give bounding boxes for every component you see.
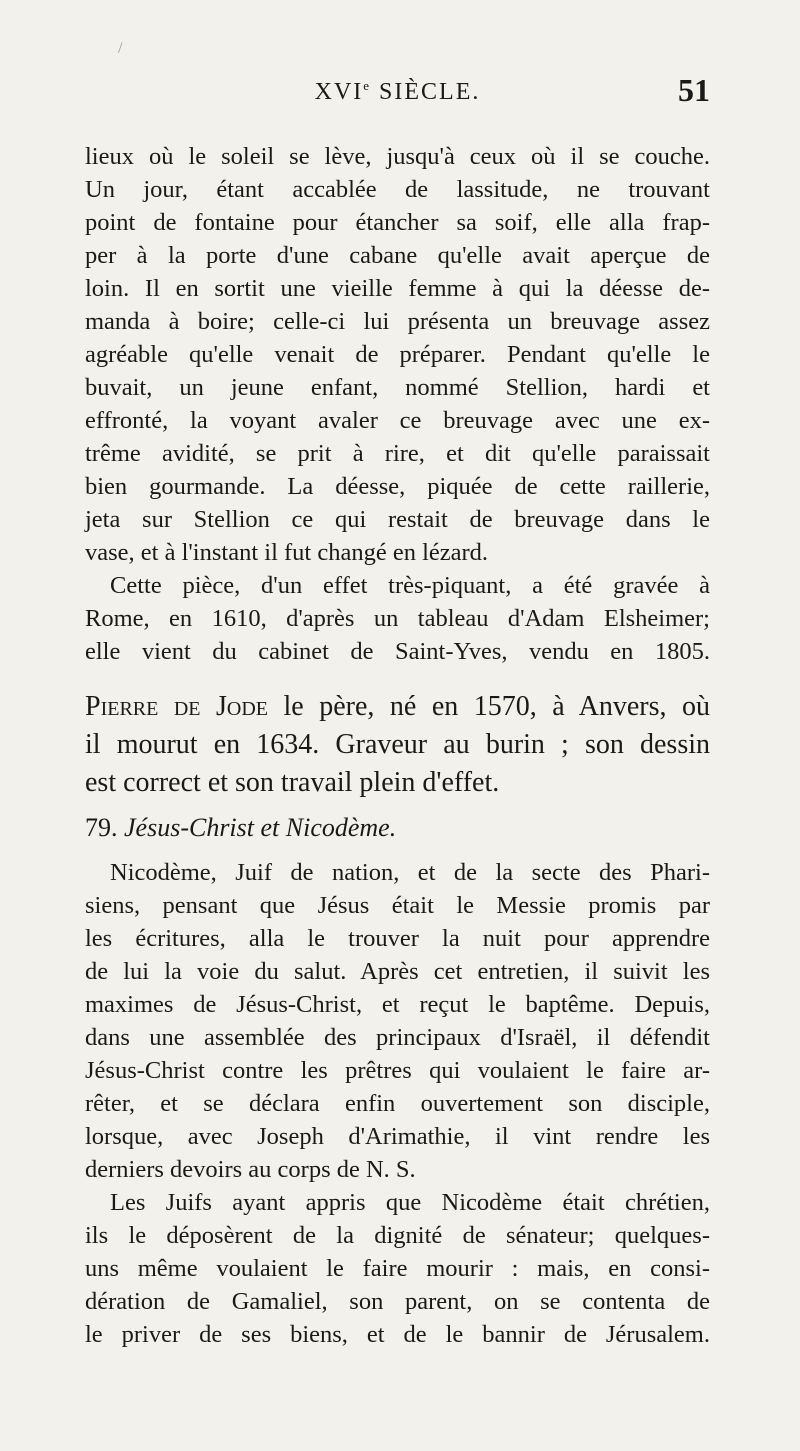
text-line: Rome, en 1610, d'après un tableau d'Adam Elsheimer; [85, 605, 710, 632]
text-line: bien gourmande. La déesse, piquée de cette raillerie, [85, 473, 710, 500]
artist-bio: le père, né en 1570, à Anvers, où [283, 691, 710, 722]
title-word: SIÈCLE. [379, 79, 481, 105]
paragraph-stellion [85, 140, 710, 569]
text-line: Jésus-Christ contre les prêtres qui voulaient le faire ar- [85, 1057, 710, 1084]
running-head [85, 72, 710, 118]
text-line: derniers devoirs au corps de N. S. [85, 1156, 416, 1183]
text-line: vase, et à l'instant il fut changé en lézard. [85, 539, 489, 566]
text-line: manda à boire; celle-ci lui présenta un breuvage assez [85, 308, 710, 335]
artist-entry [85, 688, 710, 802]
text-line: rêter, et se déclara enfin ouvertement son disciple, [85, 1090, 710, 1117]
artist-name: Pierre de Jode [85, 691, 269, 722]
text-line: les écritures, alla le trouver la nuit pour apprendre [85, 925, 710, 952]
text-line: ils le déposèrent de la dignité de sénateur; quelques- [85, 1222, 710, 1249]
text-line: agréable qu'elle venait de préparer. Pendant qu'elle le [85, 341, 710, 368]
paragraph-nicodemus [85, 856, 710, 1186]
text-line: lieux où le soleil se lève, jusqu'à ceux où il se couche. [85, 143, 710, 170]
page-number: 51 [678, 72, 710, 108]
paragraph-banishment [85, 1186, 710, 1351]
artist-line [85, 688, 710, 726]
body-text [85, 140, 710, 1351]
text-line: dération de Gamaliel, son parent, on se contenta de [85, 1288, 710, 1315]
artist-line: est correct et son travail plein d'effet. [85, 767, 500, 798]
paragraph-provenance [85, 569, 710, 668]
text-line: Nicodème, Juif de nation, et de la secte des Phari- [110, 859, 710, 886]
text-line: per à la porte d'une cabane qu'elle avait aperçue de [85, 242, 710, 269]
artist-line: il mourut en 1634. Graveur au burin ; son dessin [85, 729, 710, 760]
print-title [85, 808, 710, 848]
text-line: dans une assemblée des principaux d'Israël, il défendit [85, 1024, 710, 1051]
running-title [85, 78, 710, 106]
century: XVI [314, 79, 364, 105]
text-line: lorsque, avec Joseph d'Arimathie, il vint rendre les [85, 1123, 710, 1150]
text-line: point de fontaine pour étancher sa soif, elle alla frap- [85, 209, 710, 236]
print-title-text: Jésus-Christ et Nicodème. [124, 813, 397, 842]
text-line: siens, pensant que Jésus était le Messie promis par [85, 892, 710, 919]
text-line: buvait, un jeune enfant, nommé Stellion, hardi et [85, 374, 710, 401]
text-line: Les Juifs ayant appris que Nicodème était chrétien, [110, 1189, 710, 1216]
text-line: jeta sur Stellion ce qui restait de breuvage dans le [85, 506, 710, 533]
century-superscript: e [363, 78, 372, 93]
text-line: uns même voulaient le faire mourir : mais, en consi- [85, 1255, 710, 1282]
stray-mark: / [118, 40, 123, 57]
text-line: de lui la voie du salut. Après cet entretien, il suivit les [85, 958, 710, 985]
text-line: maximes de Jésus-Christ, et reçut le baptême. Depuis, [85, 991, 710, 1018]
text-line: trême avidité, se prit à rire, et dit qu'elle paraissait [85, 440, 710, 467]
text-line: Cette pièce, d'un effet très-piquant, a été gravée à [110, 572, 710, 599]
text-line: le priver de ses biens, et de le bannir de Jérusalem. [85, 1321, 710, 1348]
text-line: Un jour, étant accablée de lassitude, ne trouvant [85, 176, 710, 203]
text-line: loin. Il en sortit une vieille femme à qui la déesse de- [85, 275, 710, 302]
print-number: 79. [85, 813, 118, 842]
text-line: effronté, la voyant avaler ce breuvage avec une ex- [85, 407, 710, 434]
text-line: elle vient du cabinet de Saint-Yves, vendu en 1805. [85, 638, 710, 665]
